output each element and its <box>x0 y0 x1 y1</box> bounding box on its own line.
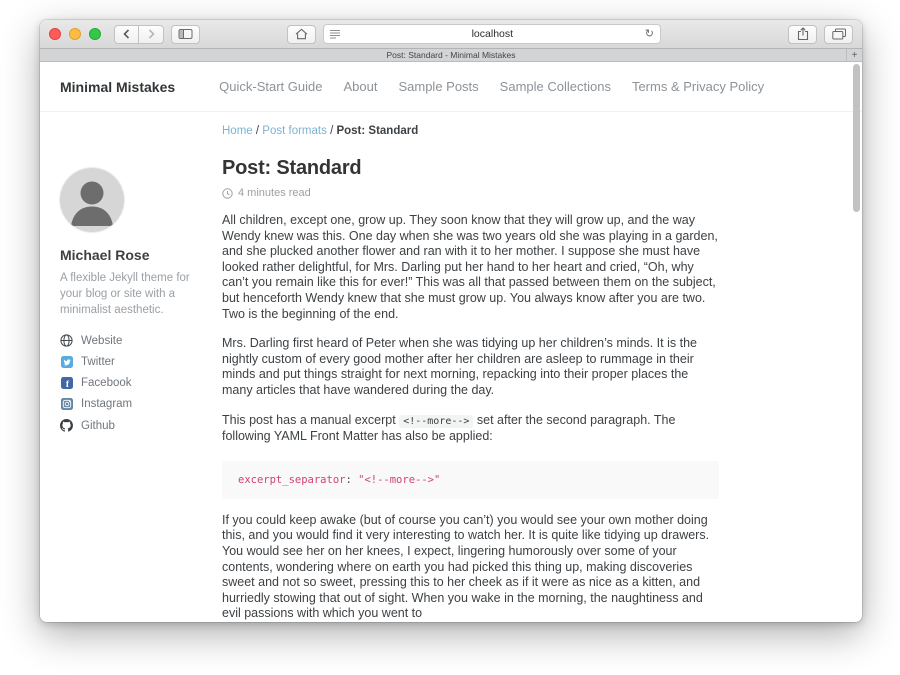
author-links <box>60 334 212 432</box>
home-button[interactable] <box>287 25 316 44</box>
nav-item-sample-collections[interactable]: Sample Collections <box>499 79 611 94</box>
tabs-icon <box>832 28 846 40</box>
traffic-lights <box>49 28 101 40</box>
active-tab[interactable]: Post: Standard - Minimal Mistakes <box>386 50 516 60</box>
nav-item-quick-start-guide[interactable]: Quick-Start Guide <box>219 79 323 94</box>
address-bar[interactable] <box>323 24 661 44</box>
breadcrumb-current: Post: Standard <box>336 125 419 137</box>
clock-icon <box>222 188 233 199</box>
person-silhouette-icon <box>60 168 124 232</box>
author-sidebar <box>60 168 212 441</box>
yaml-separator: : <box>345 473 359 486</box>
svg-text:f: f <box>65 380 69 389</box>
reading-time <box>222 187 719 199</box>
reload-icon[interactable]: ↻ <box>644 27 654 40</box>
sidebar-item-instagram[interactable] <box>60 398 212 410</box>
sidebar-toggle-button[interactable] <box>171 25 200 44</box>
paragraph-2: Mrs. Darling first heard of Peter when she was tidying up her children’s minds. It is the nightly custom of every good mother after her children are asleep to rummage in their minds and put things straight for next morning, repacking into their proper places the many articles that have wandered during the day. <box>222 336 697 397</box>
paragraph-3 <box>222 413 719 445</box>
chevron-left-icon <box>123 29 130 39</box>
sidebar-link-label: Instagram <box>81 398 133 410</box>
chevron-right-icon <box>148 29 155 39</box>
sidebar-link-label: Website <box>81 334 123 347</box>
minimize-button[interactable] <box>69 28 81 40</box>
web-page <box>40 62 862 622</box>
reader-icon <box>330 29 340 39</box>
page-scrollbar[interactable] <box>853 64 860 212</box>
page-title: Post: Standard <box>222 157 362 179</box>
sidebar-item-github[interactable] <box>60 419 212 432</box>
yaml-value: "<!--more-->" <box>358 473 441 486</box>
sidebar-icon <box>178 28 193 40</box>
breadcrumb <box>222 125 719 137</box>
site-nav <box>219 79 764 94</box>
forward-button[interactable] <box>139 25 164 44</box>
paragraph-1: All children, except one, grow up. They soon know that they will grow up, and the way Wendy knew was this. One day when she was two years old she was playing in a garden, and she plucked another flower and ran with it to her mother. I suppose she must have looked rather delightful, for Mrs. Darling put her hand to her heart and cried, “Oh, why can’t you remain like this for ever!” This was all that passed between them on the subject, but henceforth Wendy knew that she must grow up. You always know after you are two. Two is the beginning of the end. <box>222 213 718 321</box>
author-bio: A flexible Jekyll theme for your blog or site with a minimalist aesthetic. <box>60 272 190 316</box>
share-button[interactable] <box>788 25 817 44</box>
new-tab-button[interactable]: + <box>846 49 862 61</box>
sidebar-link-label: Github <box>81 419 115 432</box>
sidebar-item-facebook[interactable] <box>60 377 212 389</box>
sidebar-item-website[interactable] <box>60 334 212 347</box>
breadcrumb-home[interactable]: Home <box>222 125 253 137</box>
safari-window <box>40 20 862 622</box>
twitter-icon <box>60 356 73 368</box>
tab-bar <box>40 49 862 62</box>
facebook-icon <box>60 377 73 389</box>
tab-overview-button[interactable] <box>824 25 853 44</box>
history-buttons <box>114 25 164 44</box>
close-button[interactable] <box>49 28 61 40</box>
breadcrumb-separator: / <box>255 125 260 137</box>
sidebar-item-twitter[interactable] <box>60 356 212 368</box>
nav-item-sample-posts[interactable]: Sample Posts <box>398 79 479 94</box>
nav-item-about[interactable]: About <box>343 79 378 94</box>
nav-item-terms-privacy[interactable]: Terms & Privacy Policy <box>631 79 765 94</box>
sidebar-link-label: Facebook <box>81 377 132 389</box>
share-icon <box>797 27 809 41</box>
instagram-icon <box>60 398 73 410</box>
yaml-key: excerpt_separator <box>238 473 346 486</box>
inline-code-more-tag: <!--more--> <box>399 415 473 428</box>
home-icon <box>295 28 308 40</box>
github-icon <box>60 419 73 432</box>
article-main <box>222 112 719 622</box>
sidebar-link-label: Twitter <box>81 356 115 368</box>
paragraph-3-text: set after the second paragraph. The following YAML Front Matter has also be applied: <box>222 412 676 444</box>
page-body <box>40 112 862 622</box>
back-button[interactable] <box>114 25 139 44</box>
site-title[interactable]: Minimal Mistakes <box>60 78 176 95</box>
author-name: Michael Rose <box>60 247 150 263</box>
yaml-code-block <box>222 461 719 499</box>
paragraph-4: If you could keep awake (but of course you can’t) you would see your own mother doing this, and you would find it very interesting to watch her. It is quite like tidying up drawers. You would see her on her knees, I expect, lingering humorously over some of your contents, wondering where on earth you had picked this thing up, making discoveries sweet and not so sweet, pressing this to her cheek as if it were as nice as a kitten, and hurriedly stowing that out of sight. When you wake in the morning, the naughtiness and evil passions with which you went to <box>222 512 710 621</box>
paragraph-3-text: This post has a manual excerpt <box>222 412 400 427</box>
site-masthead <box>40 62 862 112</box>
breadcrumb-separator: / <box>330 125 334 137</box>
zoom-button[interactable] <box>89 28 101 40</box>
url-text: localhost <box>471 28 514 40</box>
browser-toolbar <box>40 20 862 49</box>
avatar <box>60 168 124 232</box>
reading-time-label: 4 minutes read <box>238 187 311 199</box>
breadcrumb-post-formats[interactable]: Post formats <box>262 125 327 137</box>
globe-icon <box>60 334 73 347</box>
